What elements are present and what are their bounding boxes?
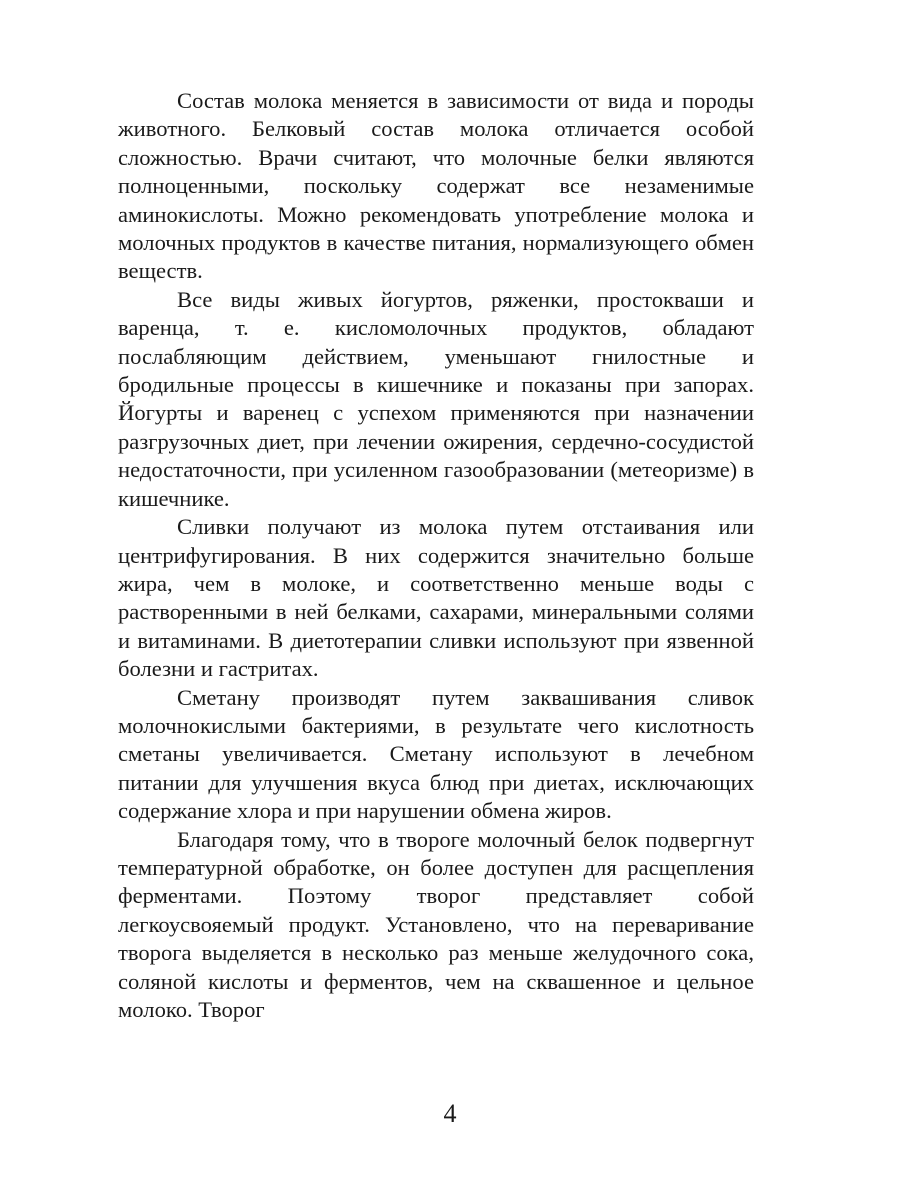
page-number: 4: [443, 1099, 457, 1128]
paragraph-cream: Сливки получают из молока путем отстаивания или центрифугирования. В них содержится значительно больше жира, чем в молоке, и соответственно меньше воды с растворенными в ней белками, сахарами, минеральными солями и витаминами. В диетотерапии сливки используют при язвенной болезни и гастритах.: [118, 514, 754, 682]
paragraph-fermented-products: Все виды живых йогуртов, ряженки, простокваши и варенца, т. е. кисломолочных продуктов, обладают послабляющим действием, уменьшают гнилостные и бродильные процессы в кишечнике и показаны при запорах. Йогурты и варенец с успехом применяются при назначении разгрузочных диет, при лечении ожирения, сердечно-сосудистой недостаточности, при усиленном газообразовании (метеоризме) в кишечнике.: [118, 286, 754, 511]
paragraph-cottage-cheese: Благодаря тому, что в твороге молочный белок подвергнут температурной обработке, он более доступен для расщепления ферментами. Поэтому творог представляет собой легкоусвояемый продукт. Установлено, что на переваривание творога выделяется в несколько раз меньше желудочного сока, соляной кислоты и ферментов, чем на сквашенное и цельное молоко. Творог: [118, 826, 754, 1022]
body-text: [118, 87, 754, 1024]
paragraph-milk-composition: Состав молока меняется в зависимости от вида и породы животного. Белковый состав молока отличается особой сложностью. Врачи считают, что молочные белки являются полноценными, поскольку содержат все незаменимые аминокислоты. Можно рекомендовать употребление молока и молочных продуктов в качестве питания, нормализующего обмен веществ.: [118, 88, 754, 284]
paragraph-sour-cream: Сметану производят путем заквашивания сливок молочнокислыми бактериями, в результате чего кислотность сметаны увеличивается. Сметану используют в лечебном питании для улучшения вкуса блюд при диетах, исключающих содержание хлора и при нарушении обмена жиров.: [118, 684, 754, 824]
